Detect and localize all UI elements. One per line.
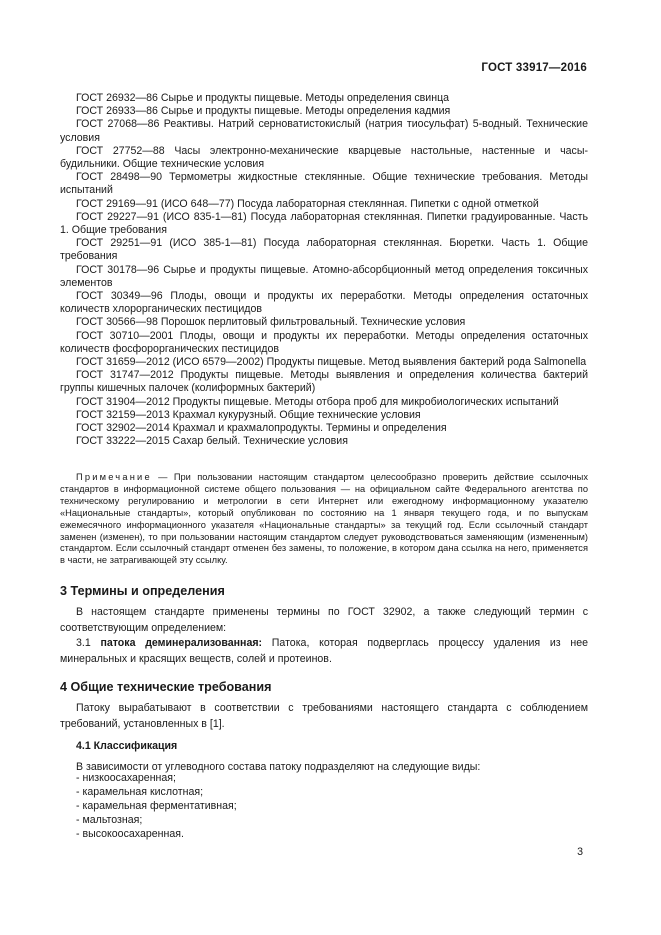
list-item: - высокоосахаренная. xyxy=(60,828,588,842)
classification-list xyxy=(60,772,588,842)
section-3-title: 3 Термины и определения xyxy=(60,584,225,598)
reference-item: ГОСТ 27752—88 Часы электронно-механические кварцевые настольные, настенные и часы-будильники. Общие технические условия xyxy=(60,144,588,171)
list-item: - мальтозная; xyxy=(60,814,588,828)
reference-item: ГОСТ 33222—2015 Сахар белый. Технические условия xyxy=(76,435,348,448)
reference-item: ГОСТ 31904—2012 Продукты пищевые. Методы отбора проб для микробиологических испытаний xyxy=(76,395,559,408)
reference-item: ГОСТ 28498—90 Термометры жидкостные стеклянные. Общие технические требования. Методы испытаний xyxy=(60,171,588,197)
section-3-intro: В настоящем стандарте применены термины по ГОСТ 32902, а также следующий термин с соответствующим определением: xyxy=(60,606,588,634)
reference-item: ГОСТ 27068—86 Реактивы. Натрий серноватистокислый (натрия тиосульфат) 5-водный. Технические условия xyxy=(60,118,588,144)
subsection-4-1-title: 4.1 Классификация xyxy=(76,740,178,752)
note-paragraph xyxy=(60,472,588,567)
note-label: Примечание xyxy=(76,472,152,482)
page-number: 3 xyxy=(577,846,583,858)
note-text: — При пользовании настоящим стандартом целесообразно проверить действие ссылочных стандартов в информационной системе общего пользования — на официальном сайте Федерального агентства по техническому регулированию и метрологии в сети Интернет или ежегодному информационному указателю «Национальные стандарты», который опубликован по состоянию на 1 января текущего года, и по выпускам ежемесячного информационного указателя «Национальные стандарты» за текущий год. Если ссылочный стандарт заменен (изменен), то при пользовании настоящим стандартом следует руководствоваться заменяющим (измененным) стандартом. Если ссылочный стандарт отменен без замены, то положение, в котором дана ссылка на него, применяется в части, не затрагивающей эту ссылку. xyxy=(60,472,588,566)
reference-item: ГОСТ 32159—2013 Крахмал кукурузный. Общие технические условия xyxy=(76,408,421,421)
standard-header: ГОСТ 33917—2016 xyxy=(481,62,587,74)
reference-item: ГОСТ 31659—2012 (ИСО 6579—2002) Продукты пищевые. Метод выявления бактерий рода Salmonella xyxy=(76,356,587,369)
list-item: - низкоосахаренная; xyxy=(60,772,588,786)
normative-references-list xyxy=(60,92,588,448)
reference-item: ГОСТ 30349—96 Плоды, овощи и продукты их переработки. Методы определения остаточных количеств хлорорганических пестицидов xyxy=(60,290,588,316)
term-definition-text: Патока, которая подверглась процессу удаления из нее минеральных и красящих веществ, солей и протеинов. xyxy=(60,637,588,665)
reference-item: ГОСТ 30178—96 Сырье и продукты пищевые. Атомно-абсорбционный метод определения токсичных элементов xyxy=(60,263,588,289)
list-item: - карамельная ферментативная; xyxy=(60,800,588,814)
reference-item: ГОСТ 29251—91 (ИСО 385-1—81) Посуда лабораторная стеклянная. Бюретки. Часть 1. Общие требования xyxy=(60,237,588,263)
reference-item: ГОСТ 29169—91 (ИСО 648—77) Посуда лабораторная стеклянная. Пипетки с одной отметкой xyxy=(76,197,539,210)
section-4-title: 4 Общие технические требования xyxy=(60,680,272,694)
note-block xyxy=(60,472,588,567)
term-name: патока деминерализованная: xyxy=(100,637,263,649)
reference-item: ГОСТ 31747—2012 Продукты пищевые. Методы выявления и определения количества бактерий группы кишечных палочек (колиформных бактерий) xyxy=(60,369,588,395)
section-4-intro: Патоку вырабатывают в соответствии с требованиями настоящего стандарта с соблюдением требований, установленных в [1]. xyxy=(60,702,588,730)
term-number: 3.1 xyxy=(76,637,91,649)
classification-intro: В зависимости от углеводного состава патоку подразделяют на следующие виды: xyxy=(76,761,481,773)
reference-item: ГОСТ 30566—98 Порошок перлитовый фильтровальный. Технические условия xyxy=(76,316,466,329)
reference-item: ГОСТ 26932—86 Сырье и продукты пищевые. Методы определения свинца xyxy=(76,92,450,104)
term-definition xyxy=(60,636,588,667)
reference-item: ГОСТ 29227—91 (ИСО 835-1—81) Посуда лабораторная стеклянная. Пипетки градуированные. Часть 1. Общие требования xyxy=(60,210,588,237)
reference-item: ГОСТ 26933—86 Сырье и продукты пищевые. Методы определения кадмия xyxy=(76,105,451,118)
reference-item: ГОСТ 32902—2014 Крахмал и крахмалопродукты. Термины и определения xyxy=(76,422,447,435)
list-item: - карамельная кислотная; xyxy=(60,786,588,800)
reference-item: ГОСТ 30710—2001 Плоды, овощи и продукты их переработки. Методы определения остаточных количеств фосфорорганических пестицидов xyxy=(60,329,588,355)
